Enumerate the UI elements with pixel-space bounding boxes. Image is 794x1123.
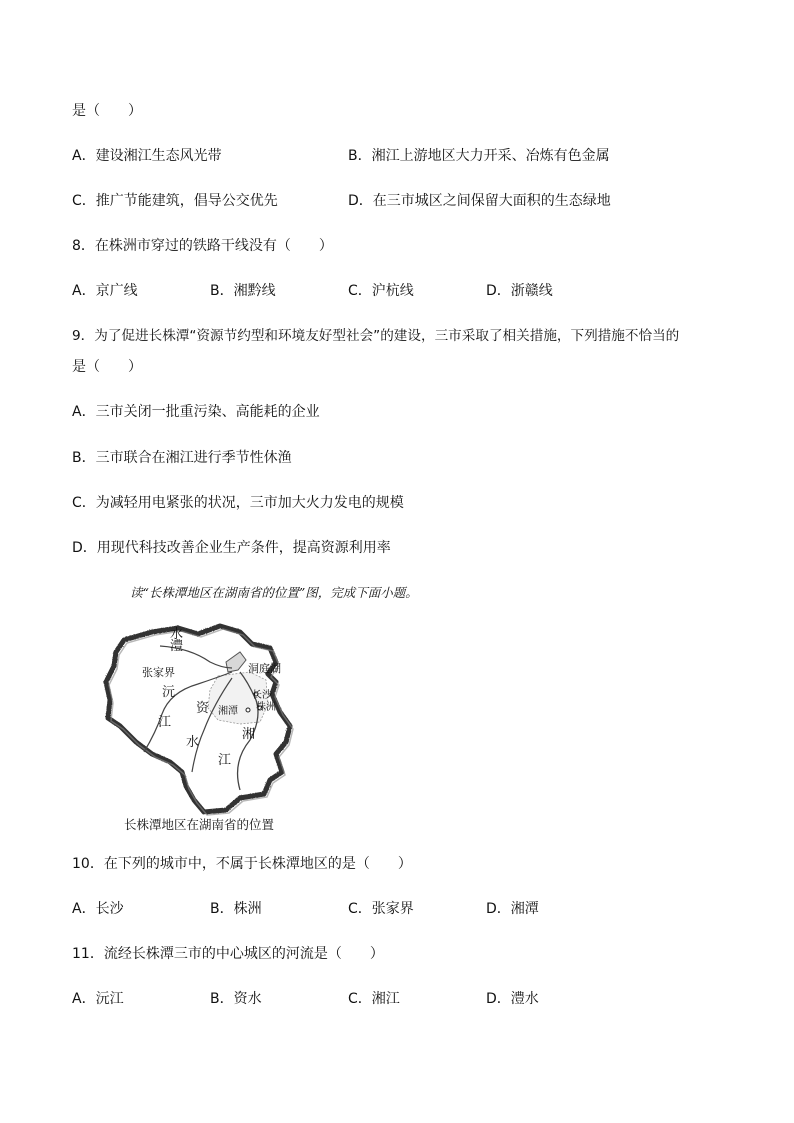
q7-stem-tail: 是（ ） (72, 103, 142, 119)
q11-option-d: D．澧水 (486, 991, 539, 1007)
q7-option-d: D．在三市城区之间保留大面积的生态绿地 (348, 193, 611, 209)
q10-option-c: C．张家界 (348, 901, 414, 917)
q9-stem-line2: 是（ ） (72, 359, 142, 375)
q11-stem: 11．流经长株潭三市的中心城区的河流是（ ） (72, 946, 384, 962)
map-label-yuanjiang-jiang: 江 (158, 715, 172, 730)
map-label-xiangtan: 湘潭 (218, 706, 238, 717)
q8-option-b: B．湘黔线 (210, 283, 276, 299)
map-label-dongting: 洞庭湖 (248, 662, 281, 675)
map-label-xiangjiang-jiang: 江 (218, 753, 232, 768)
q11-option-c: C．湘江 (348, 991, 400, 1007)
map-label-xiang: 湘 (242, 727, 256, 742)
q9-option-d: D．用现代科技改善企业生产条件，提高资源利用率 (72, 540, 391, 556)
q7-option-a: A．建设湘江生态风光带 (72, 148, 222, 164)
map-label-zhuzhou: 株洲 (256, 702, 276, 713)
q9-option-c: C．为减轻用电紧张的状况，三市加大火力发电的规模 (72, 495, 404, 511)
q8-option-c: C．沪杭线 (348, 283, 414, 299)
hunan-location-map (100, 622, 300, 816)
q9-option-a: A．三市关闭一批重污染、高能耗的企业 (72, 404, 320, 420)
q10-stem: 10．在下列的城市中，不属于长株潭地区的是（ ） (72, 856, 412, 872)
q9-option-b: B．三市联合在湘江进行季节性休渔 (72, 450, 292, 466)
map-label-lishui-shui: 水 (170, 627, 184, 642)
map-label-yuan: 沅 (162, 685, 176, 700)
map-label-zishui-shui: 水 (186, 735, 200, 750)
q10-option-d: D．湘潭 (486, 901, 539, 917)
q7-option-c: C．推广节能建筑，倡导公交优先 (72, 193, 278, 209)
q8-option-d: D．浙赣线 (486, 283, 553, 299)
province-outline (106, 626, 290, 812)
map-label-li: 澧 (170, 639, 184, 654)
xiangtan-dot (246, 708, 250, 712)
q7-option-b: B．湘江上游地区大力开采、冶炼有色金属 (348, 148, 610, 164)
q8-stem: 8．在株洲市穿过的铁路干线没有（ ） (72, 238, 333, 254)
q11-option-b: B．资水 (210, 991, 262, 1007)
map-label-changsha: 长沙 (252, 690, 272, 701)
q9-stem-line1: 9．为了促进长株潭“资源节约型和环境友好型社会”的建设，三市采取了相关措施，下列措施不恰当的 (72, 328, 680, 344)
q10-option-a: A．长沙 (72, 901, 124, 917)
map-intro-text: 读“长株潭地区在湖南省的位置”图，完成下面小题。 (130, 585, 418, 600)
q10-option-b: B．株洲 (210, 901, 262, 917)
q8-option-a: A．京广线 (72, 283, 138, 299)
q11-option-a: A．沅江 (72, 991, 124, 1007)
map-caption: 长株潭地区在湖南省的位置 (124, 817, 275, 832)
map-label-zi: 资 (196, 701, 210, 716)
map-label-zhangjiajie: 张家界 (142, 666, 175, 679)
